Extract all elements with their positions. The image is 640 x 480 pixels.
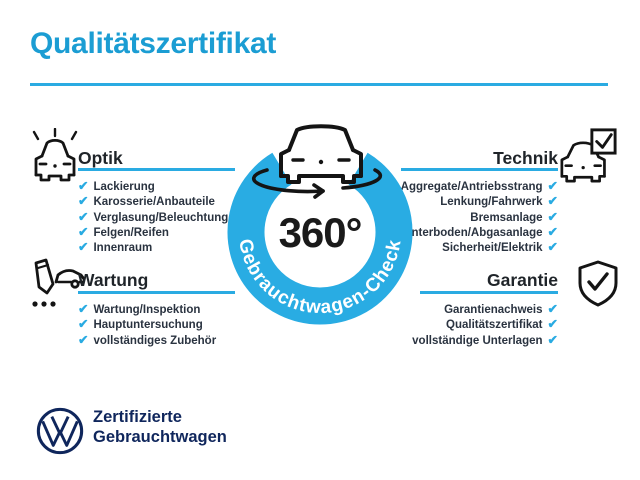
check-icon: ✔ (547, 224, 558, 239)
check-item (401, 225, 558, 240)
check-icon: ✔ (547, 332, 558, 347)
shield-check-icon (576, 259, 620, 309)
optik-underline (78, 168, 235, 171)
garantie-checklist (412, 302, 558, 348)
car-shine-icon (25, 128, 85, 188)
check-item-label: Unterboden/Abgasanlage (403, 226, 543, 239)
check-icon: ✔ (78, 224, 89, 239)
section-title-wartung: Wartung (78, 270, 149, 290)
check-item (78, 240, 228, 255)
section-title-technik: Technik (493, 148, 558, 168)
check-item-label: vollständiges Zubehör (93, 334, 217, 347)
technik-checklist (401, 179, 558, 255)
check-item-label: Felgen/Reifen (93, 226, 169, 239)
360-check-badge (225, 118, 415, 330)
check-icon: ✔ (547, 209, 558, 224)
section-title-optik: Optik (78, 148, 123, 168)
check-icon: ✔ (547, 179, 558, 193)
check-icon: ✔ (78, 209, 89, 224)
badge-value: 360° (278, 209, 362, 256)
optik-checklist (78, 179, 228, 255)
check-item-label: Karosserie/Anbauteile (93, 196, 215, 209)
check-item-label: Qualitätszertifikat (446, 319, 543, 332)
check-item-label: Innenraum (93, 242, 153, 255)
check-item (412, 333, 558, 348)
footer-brand-text (93, 407, 227, 447)
check-icon: ✔ (78, 194, 89, 209)
check-icon: ✔ (547, 302, 558, 316)
check-icon: ✔ (547, 194, 558, 209)
check-item-label: vollständige Unterlagen (412, 334, 543, 347)
check-item (401, 240, 558, 255)
check-item (401, 194, 558, 209)
check-icon: ✔ (78, 179, 89, 193)
title-divider (30, 83, 608, 86)
check-icon: ✔ (547, 317, 558, 332)
check-item (401, 179, 558, 194)
footer-line1: Zertifizierte (93, 408, 182, 426)
wartung-checklist (78, 302, 216, 348)
check-item (78, 194, 228, 209)
check-item (78, 302, 216, 317)
check-item (412, 302, 558, 317)
check-item (401, 210, 558, 225)
check-item-label: Verglasung/Beleuchtung (93, 211, 229, 224)
check-item (78, 210, 228, 225)
check-item (412, 317, 558, 332)
check-icon: ✔ (78, 332, 89, 347)
check-item-label: Hauptuntersuchung (93, 319, 203, 332)
technik-underline (401, 168, 558, 171)
check-item-label: Sicherheit/Elektrik (442, 242, 543, 255)
footer-line2: Gebrauchtwagen (93, 428, 227, 446)
vw-logo (35, 406, 85, 456)
ring-label: Gebrauchtwagen-Check (234, 237, 406, 319)
check-icon: ✔ (78, 240, 89, 255)
check-item-label: Bremsanlage (470, 211, 543, 224)
page-title: Qualitätszertifikat (30, 27, 277, 60)
check-item-label: Aggregate/Antriebsstrang (400, 181, 543, 193)
check-icon: ✔ (78, 302, 89, 316)
check-icon: ✔ (78, 317, 89, 332)
check-item-label: Lackierung (93, 181, 155, 193)
check-item (78, 317, 216, 332)
check-item (78, 333, 216, 348)
check-item (78, 179, 228, 194)
wartung-underline (78, 291, 235, 294)
check-item-label: Wartung/Inspektion (93, 304, 201, 316)
check-item-label: Lenkung/Fahrwerk (440, 196, 543, 209)
garantie-underline (420, 291, 558, 294)
pencil-checklist-car-icon (25, 258, 85, 318)
check-icon: ✔ (547, 240, 558, 255)
check-item-label: Garantienachweis (444, 304, 543, 316)
car-checkbox-icon (558, 127, 618, 185)
check-item (78, 225, 228, 240)
section-title-garantie: Garantie (487, 270, 558, 290)
